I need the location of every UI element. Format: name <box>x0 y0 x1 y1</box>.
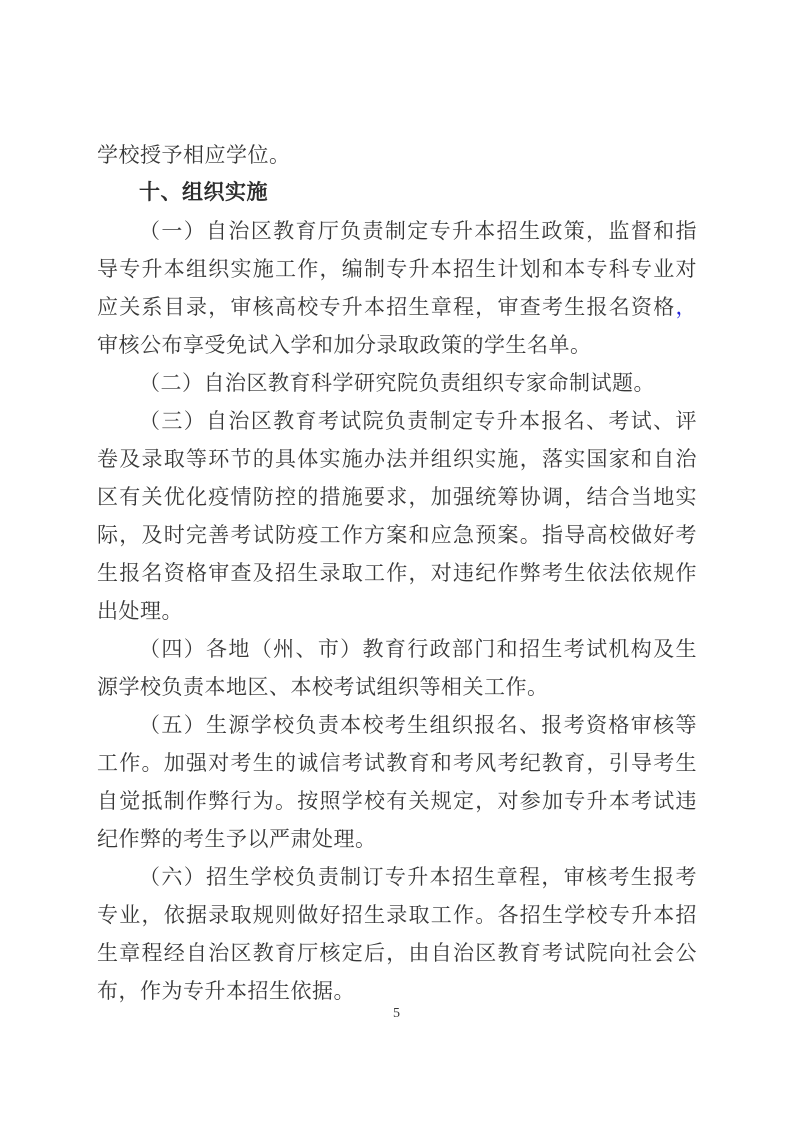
paragraph-1-text-b: 审核公布享受免试入学和加分录取政策的学生名单。 <box>97 333 592 357</box>
paragraph-5: （五）生源学校负责本校考生组织报名、报考资格审核等工作。加强对考生的诚信考试教育和考风考纪教育，引导考生自觉抵制作弊行为。按照学校有关规定，对参加专升本考试违纪作弊的考生予以严肃处理。 <box>97 713 697 851</box>
paragraph-1-text-a: （一）自治区教育厅负责制定专升本招生政策，监督和指导专升本组织实施工作，编制专升本招生计划和本专科专业对应关系目录，审核高校专升本招生章程，审查考生报名资格 <box>97 219 697 319</box>
paragraph-4: （四）各地（州、市）教育行政部门和招生考试机构及生源学校负责本地区、本校考试组织等相关工作。 <box>97 637 697 699</box>
highlighted-comma: ， <box>675 295 697 319</box>
section-heading: 十、组织实施 <box>139 181 268 204</box>
paragraph-2: （二）自治区教育科学研究院负责组织专家命制试题。 <box>139 371 655 395</box>
continuation-line: 学校授予相应学位。 <box>97 143 291 167</box>
paragraph-6: （六）招生学校负责制订专升本招生章程，审核考生报考专业，依据录取规则做好招生录取工作。各招生学校专升本招生章程经自治区教育厅核定后，由自治区教育考试院向社会公布，作为专升本招生依据。 <box>97 865 697 1003</box>
page-number: 5 <box>393 1006 400 1021</box>
paragraph-3: （三）自治区教育考试院负责制定专升本报名、考试、评卷及录取等环节的具体实施办法并组织实施，落实国家和自治区有关优化疫情防控的措施要求，加强统筹协调，结合当地实际，及时完善考试防疫工作方案和应急预案。指导高校做好考生报名资格审查及招生录取工作，对违纪作弊考生依法依规作出处理。 <box>97 409 697 623</box>
document-body <box>97 136 697 1010</box>
paragraph-1 <box>97 212 697 364</box>
